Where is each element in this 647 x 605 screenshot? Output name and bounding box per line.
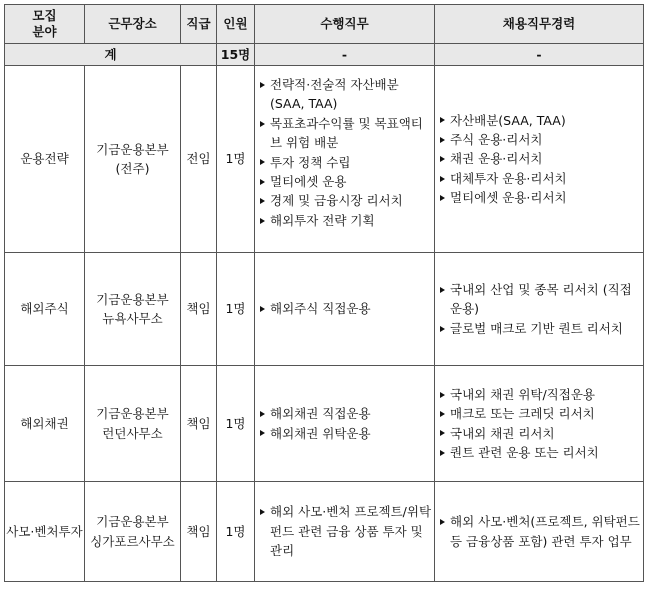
- header-row: [5, 5, 644, 44]
- row-field: 해외주식: [5, 253, 85, 366]
- duty-item: 해외주식 직접운용: [259, 299, 432, 318]
- recruitment-table: [4, 4, 644, 582]
- experience-item: 채권 운용·리서치: [439, 149, 641, 168]
- header-duties: 수행직무: [255, 5, 435, 44]
- duty-item: 해외채권 위탁운용: [259, 424, 432, 443]
- duty-item: 경제 및 금융시장 리서치: [259, 191, 432, 210]
- total-label: 계: [5, 44, 217, 66]
- row-headcount: 1명: [217, 482, 255, 582]
- total-experience: -: [435, 44, 644, 66]
- row-location: [85, 66, 181, 253]
- row-duties: [255, 66, 435, 253]
- row-rank: 책임: [181, 253, 217, 366]
- header-field: [5, 5, 85, 44]
- row-experience: [435, 66, 644, 253]
- experience-item: 주식 운용·리서치: [439, 130, 641, 149]
- duty-item: 전략적·전술적 자산배분(SAA, TAA): [259, 75, 432, 114]
- location-line-1: 기금운용본부: [96, 514, 169, 530]
- table-row: [5, 366, 644, 482]
- duty-item: 해외채권 직접운용: [259, 404, 432, 423]
- total-duties: -: [255, 44, 435, 66]
- row-experience: [435, 253, 644, 366]
- location-line-2: 싱가포르사무소: [90, 533, 175, 549]
- row-field: 사모·벤처투자: [5, 482, 85, 582]
- experience-item: 글로벌 매크로 기반 퀀트 리서치: [439, 319, 641, 338]
- location-line-1: 기금운용본부: [96, 141, 169, 157]
- row-duties: [255, 482, 435, 582]
- duty-item: 해외투자 전략 기획: [259, 211, 432, 230]
- location-line-2: (전주): [115, 161, 150, 176]
- location-line-1: 기금운용본부: [96, 406, 169, 422]
- table-row: [5, 253, 644, 366]
- header-headcount: 인원: [217, 5, 255, 44]
- row-headcount: 1명: [217, 253, 255, 366]
- experience-item: 자산배분(SAA, TAA): [439, 111, 641, 130]
- experience-item: 해외 사모·벤처(프로젝트, 위탁펀드 등 금융상품 포함) 관련 투자 업무: [439, 512, 641, 551]
- row-experience: [435, 366, 644, 482]
- experience-item: 국내외 채권 위탁/직접운용: [439, 385, 641, 404]
- row-rank: 전임: [181, 66, 217, 253]
- table-row: [5, 482, 644, 582]
- duty-item: 투자 정책 수립: [259, 153, 432, 172]
- duty-item: 목표초과수익률 및 목표액티브 위험 배분: [259, 114, 432, 153]
- header-field-line-2: 분야: [32, 24, 57, 39]
- row-headcount: 1명: [217, 66, 255, 253]
- location-line-2: 뉴욕사무소: [102, 311, 163, 326]
- row-rank: 책임: [181, 482, 217, 582]
- location-line-2: 런던사무소: [102, 425, 163, 441]
- location-line-1: 기금운용본부: [96, 291, 169, 307]
- total-row: [5, 44, 644, 66]
- experience-item: 퀀트 관련 운용 또는 리서치: [439, 443, 641, 462]
- experience-item: 대체투자 운용·리서치: [439, 169, 641, 188]
- row-location: [85, 366, 181, 482]
- header-location: 근무장소: [85, 5, 181, 44]
- row-experience: [435, 482, 644, 582]
- row-location: [85, 482, 181, 582]
- row-duties: [255, 366, 435, 482]
- header-rank: 직급: [181, 5, 217, 44]
- row-rank: 책임: [181, 366, 217, 482]
- header-field-line-1: 모집: [32, 8, 57, 24]
- total-headcount: 15명: [217, 44, 255, 66]
- row-duties: [255, 253, 435, 366]
- table-row: [5, 66, 644, 253]
- row-headcount: 1명: [217, 366, 255, 482]
- row-field: 해외채권: [5, 366, 85, 482]
- row-location: [85, 253, 181, 366]
- experience-item: 멀티에셋 운용·리서치: [439, 188, 641, 207]
- row-field: 운용전략: [5, 66, 85, 253]
- duty-item: 해외 사모·벤처 프로젝트/위탁펀드 관련 금융 상품 투자 및 관리: [259, 502, 432, 560]
- experience-item: 매크로 또는 크레딧 리서치: [439, 404, 641, 423]
- header-experience: 채용직무경력: [435, 5, 644, 44]
- duty-item: 멀티에셋 운용: [259, 172, 432, 191]
- experience-item: 국내외 산업 및 종목 리서치 (직접운용): [439, 280, 641, 319]
- experience-item: 국내외 채권 리서치: [439, 424, 641, 443]
